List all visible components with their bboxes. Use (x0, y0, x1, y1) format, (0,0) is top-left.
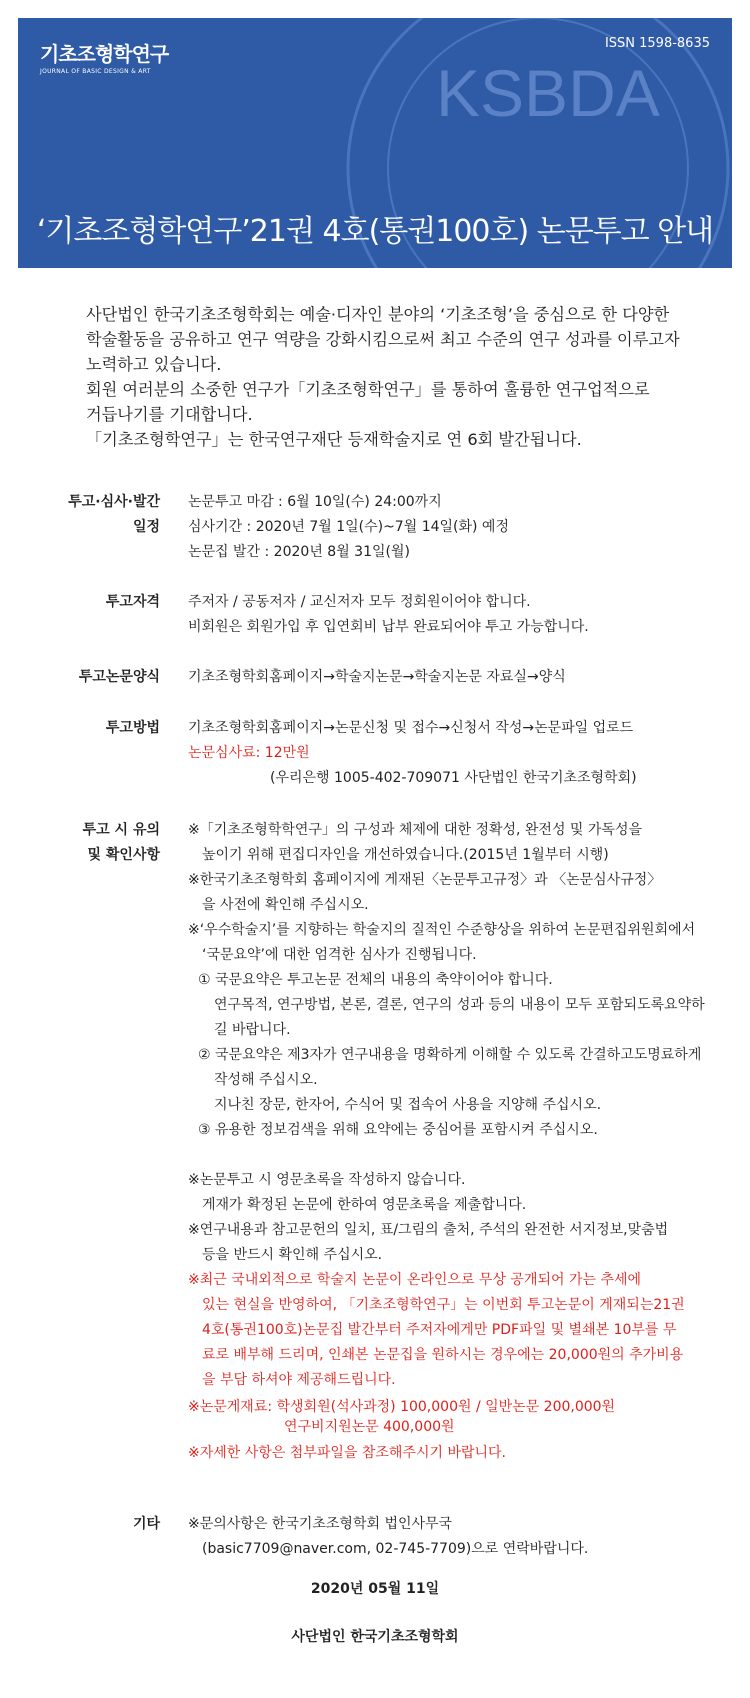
issn: ISSN 1598-8635 (604, 36, 710, 51)
bank-account: (우리은행 1005-402-709071 사단법인 한국기초조형학회) (270, 770, 637, 786)
review-fee: 논문심사료: 12만원 (188, 745, 310, 761)
note-line-red: 4호(통권100호)논문집 발간부터 주저자에게만 PDF파일 및 별쇄본 10부를 무 (202, 1322, 677, 1338)
notes-label-2: 및 확인사항 (87, 847, 160, 863)
page-title: ‘기초조형학연구’21권 4호(통권100호) 논문투고 안내 (36, 214, 714, 249)
note-line-red: 료로 배부해 드리며, 인쇄본 논문집을 원하시는 경우에는 20,000원의 추가비용 (202, 1347, 684, 1363)
note-line: ※‘우수학술지’를 지향하는 학술지의 질적인 수준향상을 위하여 논문편집위원회에서 (188, 922, 696, 938)
note-line: ② 국문요약은 제3자가 연구내용을 명확하게 이해할 수 있도록 간결하고도명료하게 (198, 1047, 702, 1063)
note-line: 을 사전에 확인해 주십시오. (202, 897, 369, 913)
schedule-label-1: 투고·심사·발간 (68, 494, 160, 510)
format-label: 투고논문양식 (78, 669, 160, 685)
method-label: 투고방법 (105, 720, 160, 736)
intro-line: 노력하고 있습니다. (86, 355, 222, 374)
qualification-line: 주저자 / 공동저자 / 교신저자 모두 정회원이어야 합니다. (188, 594, 531, 610)
organization-name: 사단법인 한국기초조형학회 (291, 1629, 459, 1645)
contact-line: (basic7709@naver.com, 02-745-7709)으로 연락바랍니다. (202, 1541, 589, 1557)
format-line: 기초조형학회홈페이지→학술지논문→학술지논문 자료실→양식 (188, 669, 566, 685)
schedule-label-2: 일정 (132, 519, 160, 535)
publication-fee-funded: 연구비지원논문 400,000원 (284, 1419, 455, 1435)
other-label: 기타 (132, 1516, 160, 1532)
issue-date: 2020년 05월 11일 (310, 1581, 440, 1597)
notes-label-1: 투고 시 유의 (82, 822, 160, 838)
header-banner (18, 18, 732, 268)
intro-line: 「기초조형학연구」는 한국연구재단 등재학술지로 연 6회 발간됩니다. (86, 430, 582, 449)
intro-line: 거듭나기를 기대합니다. (86, 405, 253, 424)
watermark-text: KSBDA (436, 56, 660, 130)
intro-line: 사단법인 한국기초조형학회는 예술·디자인 분야의 ‘기초조형’을 중심으로 한 다양한 (86, 305, 670, 324)
qualification-label: 투고자격 (105, 594, 160, 610)
note-line: 게재가 확정된 논문에 한하여 영문초록을 제출합니다. (202, 1197, 527, 1213)
note-line-red: ※최근 국내외적으로 학술지 논문이 온라인으로 무상 공개되어 가는 추세에 (188, 1272, 642, 1288)
note-line: 지나친 장문, 한자어, 수식어 및 접속어 사용을 지양해 주십시오. (214, 1097, 602, 1113)
note-line: ※한국기초조형학회 홈페이지에 게재된〈논문투고규정〉과 〈논문심사규정〉 (188, 872, 662, 888)
note-line: ‘국문요약’에 대한 엄격한 심사가 진행됩니다. (202, 947, 477, 963)
contact-line: ※문의사항은 한국기초조형학회 법인사무국 (188, 1516, 453, 1532)
intro-text (86, 302, 706, 452)
note-line: 길 바랍니다. (214, 1022, 291, 1038)
publication-fee: ※논문게재료: 학생회원(석사과정) 100,000원 / 일반논문 200,000원 (188, 1399, 616, 1415)
note-line: ③ 유용한 정보검색을 위해 요약에는 중심어를 포함시켜 주십시오. (198, 1122, 598, 1138)
qualification-line: 비회원은 회원가입 후 입연회비 납부 완료되어야 투고 가능합니다. (188, 619, 589, 635)
note-line: 작성해 주십시오. (214, 1072, 318, 1088)
schedule-deadline: 논문투고 마감 : 6월 10일(수) 24:00까지 (188, 494, 442, 510)
method-line: 기초조형학회홈페이지→논문신청 및 접수→신청서 작성→논문파일 업로드 (188, 720, 634, 736)
journal-logo-subtitle: JOURNAL OF BASIC DESIGN & ART (40, 68, 151, 75)
note-line-red: 을 부담 하셔야 제공해드립니다. (202, 1372, 396, 1388)
note-line-red: ※자세한 사항은 첨부파일을 참조해주시기 바랍니다. (188, 1445, 506, 1461)
schedule-publication: 논문집 발간 : 2020년 8월 31일(월) (188, 544, 410, 560)
schedule-review: 심사기간 : 2020년 7월 1일(수)~7월 14일(화) 예정 (188, 519, 509, 535)
note-line: ※연구내용과 참고문헌의 일치, 표/그림의 출처, 주석의 완전한 서지정보,맞춤법 (188, 1222, 669, 1238)
journal-logo: 기초조형학연구 (40, 42, 169, 66)
note-line: 연구목적, 연구방법, 본론, 결론, 연구의 성과 등의 내용이 모두 포함되도록요약하 (214, 997, 705, 1013)
intro-line: 회원 여러분의 소중한 연구가「기초조형학연구」를 통하여 훌륭한 연구업적으로 (86, 380, 650, 399)
note-line: 높이기 위해 편집디자인을 개선하였습니다.(2015년 1월부터 시행) (202, 847, 609, 863)
note-line-red: 있는 현실을 반영하여, 「기초조형학연구」는 이번회 투고논문이 게재되는21권 (202, 1297, 685, 1313)
note-line: ① 국문요약은 투고논문 전체의 내용의 축약이어야 합니다. (198, 972, 553, 988)
note-line: ※「기초조형학학연구」의 구성과 체제에 대한 정확성, 완전성 및 가독성을 (188, 822, 643, 838)
note-line: ※논문투고 시 영문초록을 작성하지 않습니다. (188, 1172, 466, 1188)
note-line: 등을 반드시 확인해 주십시오. (202, 1247, 383, 1263)
intro-line: 학술활동을 공유하고 연구 역량을 강화시킴으로써 최고 수준의 연구 성과를 이루고자 (86, 330, 680, 349)
